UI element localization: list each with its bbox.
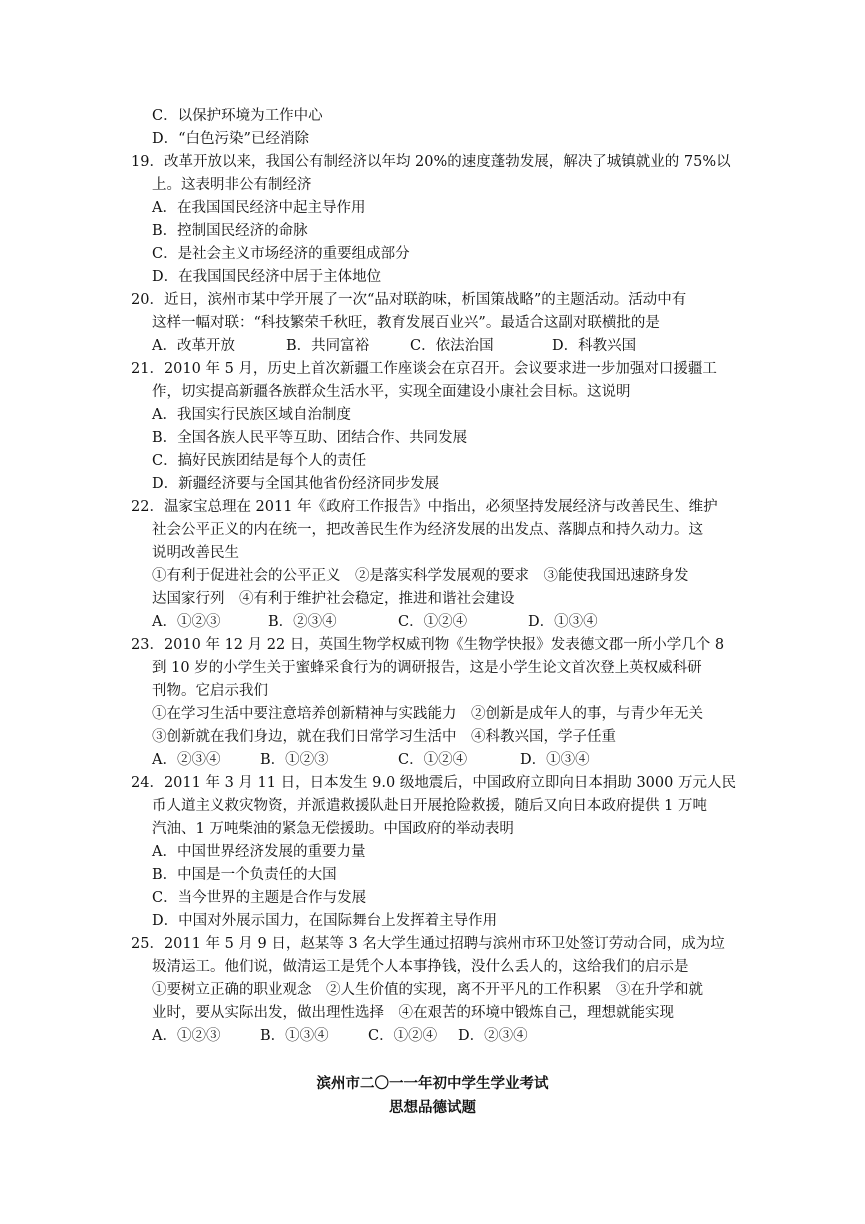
q25-option-d: D．②③④ <box>458 1028 528 1044</box>
q23-option-d: D．①③④ <box>520 752 590 768</box>
q25-statements-line-1: ①要树立正确的职业观念 ②人生价值的实现，离不开平凡的工作积累 ③在升学和就 <box>152 982 703 998</box>
q22-option-d: D．①③④ <box>528 614 598 630</box>
q18-option-c: C．以保护环境为工作中心 <box>152 108 323 124</box>
q24-option-a: A．中国世界经济发展的重要力量 <box>152 844 366 860</box>
exam-subtitle: 思想品德试题 <box>389 1099 476 1116</box>
q22-option-b: B．②③④ <box>268 614 337 630</box>
q23-stem-line-1: 23．2010 年 12 月 22 日，英国生物学权威刊物《生物学快报》发表德文郡一所小学几个 8 <box>131 637 725 653</box>
q24-stem-line-1: 24．2011 年 3 月 11 日，日本发生 9.0 级地震后，中国政府立即向日本捐助 3000 万元人民 <box>131 775 736 791</box>
q21-stem-line-2: 作，切实提高新疆各族群众生活水平，实现全面建设小康社会目标。这说明 <box>152 384 631 400</box>
q19-option-b: B．控制国民经济的命脉 <box>152 223 308 239</box>
q21-option-d: D．新疆经济要与全国其他省份经济同步发展 <box>152 476 440 492</box>
q20-option-c: C．依法治国 <box>410 338 494 354</box>
q23-stem-line-3: 刊物。它启示我们 <box>152 683 268 699</box>
q21-option-a: A．我国实行民族区域自治制度 <box>152 407 351 423</box>
q25-option-b: B．①③④ <box>260 1028 329 1044</box>
q24-option-b: B．中国是一个负责任的大国 <box>152 867 337 883</box>
q24-stem-line-2: 币人道主义救灾物资，并派遣救援队赴日开展抢险救援，随后又向日本政府提供 1 万吨 <box>152 798 707 814</box>
q24-option-d: D．中国对外展示国力，在国际舞台上发挥着主导作用 <box>152 913 498 929</box>
q24-option-c: C．当今世界的主题是合作与发展 <box>152 890 367 906</box>
q22-statements-line-1: ①有利于促进社会的公平正义 ②是落实科学发展观的要求 ③能使我国迅速跻身发 <box>152 568 689 584</box>
q19-option-d: D．在我国国民经济中居于主体地位 <box>152 269 382 285</box>
q21-option-b: B．全国各族人民平等互助、团结合作、共同发展 <box>152 430 468 446</box>
q23-option-c: C．①②④ <box>398 752 468 768</box>
q21-stem-line-1: 21．2010 年 5 月，历史上首次新疆工作座谈会在京召开。会议要求进一步加强对口援疆工 <box>131 361 717 377</box>
q23-option-a: A．②③④ <box>152 752 221 768</box>
q20-option-b: B．共同富裕 <box>286 338 370 354</box>
q20-stem-line-2: 这样一幅对联：“科技繁荣千秋旺，教育发展百业兴”。最适合这副对联横批的是 <box>152 315 660 331</box>
q22-statements-line-2: 达国家行列 ④有利于维护社会稳定，推进和谐社会建设 <box>152 591 515 607</box>
q20-stem-line-1: 20．近日，滨州市某中学开展了一次“品对联韵味，析国策战略”的主题活动。活动中有 <box>131 292 687 308</box>
q19-option-a: A．在我国国民经济中起主导作用 <box>152 200 366 216</box>
q19-stem-line-2: 上。这表明非公有制经济 <box>152 177 312 193</box>
q18-option-d: D．“白色污染”已经消除 <box>152 131 309 147</box>
q23-stem-line-2: 到 10 岁的小学生关于蜜蜂采食行为的调研报告，这是小学生论文首次登上英权威科研 <box>152 660 702 676</box>
q24-stem-line-3: 汽油、1 万吨柴油的紧急无偿援助。中国政府的举动表明 <box>152 821 514 837</box>
q19-option-c: C．是社会主义市场经济的重要组成部分 <box>152 246 410 262</box>
q23-statements-line-2: ③创新就在我们身边，就在我们日常学习生活中 ④科教兴国，学子任重 <box>152 729 616 745</box>
q25-stem-line-1: 25．2011 年 5 月 9 日，赵某等 3 名大学生通过招聘与滨州市环卫处签订劳动合同，成为垃 <box>131 936 725 952</box>
q25-statements-line-2: 业时，要从实际出发，做出理性选择 ④在艰苦的环境中锻炼自己，理想就能实现 <box>152 1005 674 1021</box>
q19-stem-line-1: 19．改革开放以来，我国公有制经济以年均 20%的速度蓬勃发展，解决了城镇就业的 75%以 <box>131 154 731 170</box>
q22-stem-line-2: 社会公平正义的内在统一，把改善民生作为经济发展的出发点、落脚点和持久动力。这 <box>152 522 703 538</box>
q23-option-b: B．①②③ <box>260 752 329 768</box>
q22-option-a: A．①②③ <box>152 614 221 630</box>
exam-title: 滨州市二〇一一年初中学生学业考试 <box>316 1075 549 1092</box>
q23-statements-line-1: ①在学习生活中要注意培养创新精神与实践能力 ②创新是成年人的事，与青少年无关 <box>152 706 703 722</box>
q25-option-a: A．①②③ <box>152 1028 221 1044</box>
q20-option-d: D．科教兴国 <box>552 338 637 354</box>
q21-option-c: C．搞好民族团结是每个人的责任 <box>152 453 367 469</box>
q20-option-a: A．改革开放 <box>152 338 235 354</box>
q22-stem-line-1: 22．温家宝总理在 2011 年《政府工作报告》中指出，必须坚持发展经济与改善民生、维护 <box>131 499 718 515</box>
q22-option-c: C．①②④ <box>398 614 468 630</box>
q22-stem-line-3: 说明改善民生 <box>152 545 239 561</box>
q25-stem-line-2: 圾清运工。他们说，做清运工是凭个人本事挣钱，没什么丢人的，这给我们的启示是 <box>152 959 689 975</box>
q25-option-c: C．①②④ <box>368 1028 438 1044</box>
